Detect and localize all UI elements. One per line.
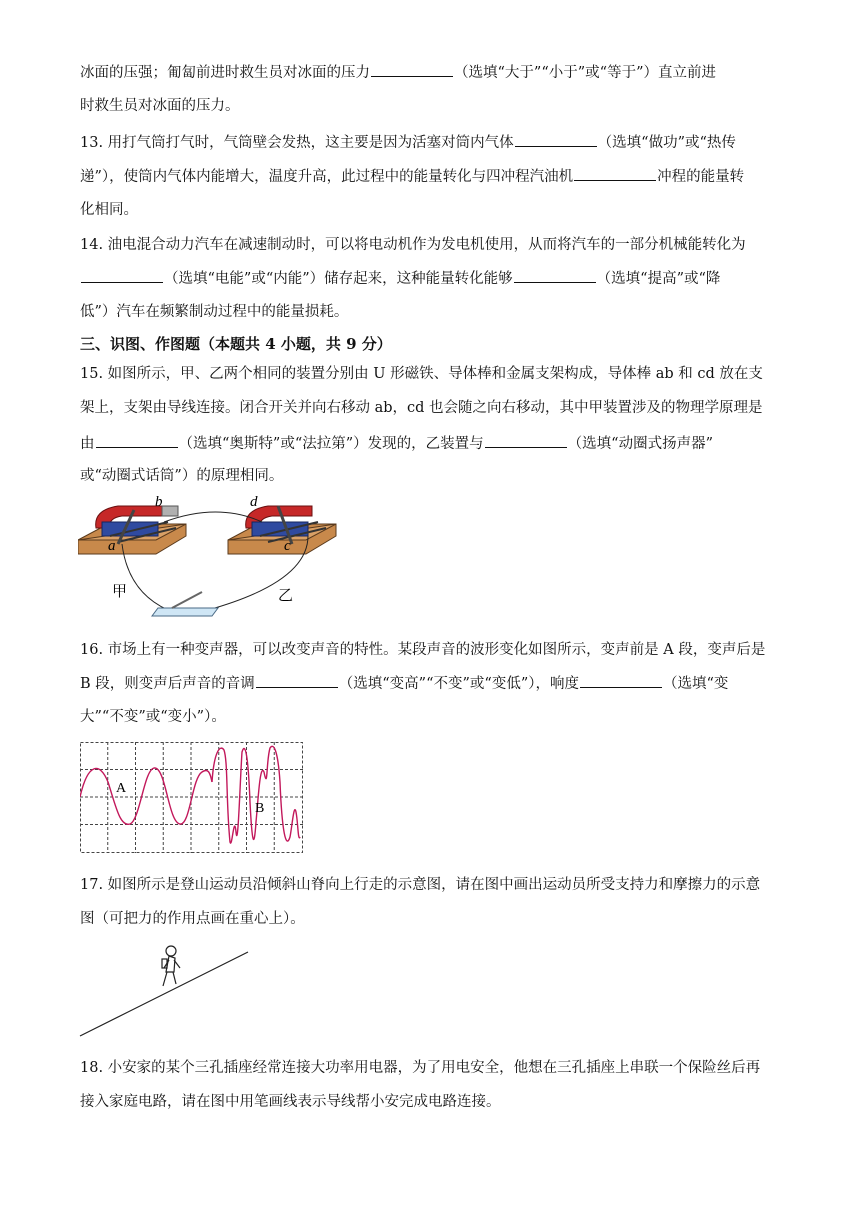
hiker-icon bbox=[162, 946, 180, 986]
q13-answer-blank-1[interactable] bbox=[515, 132, 597, 147]
label-yi: 乙 bbox=[278, 586, 294, 604]
q18-line-2: 接入家庭电路，请在图中用笔画线表示导线帮小安完成电路连接。 bbox=[80, 1094, 501, 1110]
q15-answer-blank-1[interactable] bbox=[96, 433, 178, 448]
q18-line-1: 18. 小安家的某个三孔插座经常连接大功率用电器，为了用电安全，他想在三孔插座上串联一个保险丝后再 bbox=[80, 1060, 761, 1076]
q12-answer-blank[interactable] bbox=[371, 62, 453, 77]
q16-answer-blank-2[interactable] bbox=[580, 673, 662, 688]
q15-text: 由 bbox=[80, 436, 95, 452]
q13-text: 冲程的能量转 bbox=[657, 169, 745, 185]
q14-line-2 bbox=[80, 268, 720, 289]
section-heading: 三、识图、作图题（本题共 4 小题，共 9 分） bbox=[80, 335, 392, 353]
label-B: B bbox=[255, 801, 265, 816]
q15-line-3 bbox=[80, 433, 713, 454]
q16-line-3: 大”“不变”或“变小”）。 bbox=[80, 709, 226, 725]
q16-waveform-figure bbox=[80, 742, 304, 854]
label-a: a bbox=[108, 538, 116, 554]
q15-line-2: 架上，支架由导线连接。闭合开关并向右移动 ab，cd 也会随之向右移动，其中甲装置涉及的物理学原理是 bbox=[80, 400, 763, 416]
q16-answer-blank-1[interactable] bbox=[256, 673, 338, 688]
q13-answer-blank-2[interactable] bbox=[574, 166, 656, 181]
q14-line-1: 14. 油电混合动力汽车在减速制动时，可以将电动机作为发电机使用，从而将汽车的一部分机械能转化为 bbox=[80, 237, 746, 253]
q12-line-1 bbox=[80, 62, 716, 83]
q13-text: （选填“做功”或“热传 bbox=[597, 135, 736, 151]
q16-line-1: 16. 市场上有一种变声器，可以改变声音的特性。某段声音的波形变化如图所示，变声前是 A 段，变声后是 bbox=[80, 642, 766, 658]
q14-text: （选填“电能”或“内能”）储存起来，这种能量转化能够 bbox=[164, 271, 513, 287]
q15-answer-blank-2[interactable] bbox=[485, 433, 567, 448]
q16-text: B 段，则变声后声音的音调 bbox=[80, 676, 255, 692]
q16-text: （选填“变高”“不变”或“变低”），响度 bbox=[338, 676, 579, 692]
q13-line-1 bbox=[80, 132, 736, 153]
q13-text: 13. 用打气筒打气时，气筒壁会发热，这主要是因为活塞对筒内气体 bbox=[80, 135, 514, 151]
q14-line-3: 低”）汽车在频繁制动过程中的能量损耗。 bbox=[80, 304, 349, 320]
q14-answer-blank-2[interactable] bbox=[514, 268, 596, 283]
q12-text: （选填“大于”“小于”或“等于”）直立前进 bbox=[454, 65, 716, 81]
q17-line-2: 图（可把力的作用点画在重心上）。 bbox=[80, 911, 305, 927]
q14-answer-blank-1[interactable] bbox=[81, 268, 163, 283]
q17-line-1: 17. 如图所示是登山运动员沿倾斜山脊向上行走的示意图，请在图中画出运动员所受支持力和摩擦力的示意 bbox=[80, 877, 761, 893]
label-A: A bbox=[116, 781, 127, 796]
q15-text: （选填“奥斯特”或“法拉第”）发现的，乙装置与 bbox=[178, 436, 484, 452]
q13-line-2 bbox=[80, 166, 744, 187]
q12-text: 冰面的压强；匍匐前进时救生员对冰面的压力 bbox=[80, 65, 370, 81]
q12-line-2: 时救生员对冰面的压力。 bbox=[80, 98, 240, 114]
q16-line-2 bbox=[80, 673, 728, 694]
label-b: b bbox=[155, 494, 163, 510]
q15-line-1: 15. 如图所示，甲、乙两个相同的装置分别由 U 形磁铁、导体棒和金属支架构成，导体棒 ab 和 cd 放在支 bbox=[80, 366, 763, 382]
label-jia: 甲 bbox=[112, 582, 128, 600]
q13-text: 递”），使筒内气体内能增大，温度升高，此过程中的能量转化与四冲程汽油机 bbox=[80, 169, 574, 185]
q15-line-4: 或“动圈式话筒”）的原理相同。 bbox=[80, 468, 284, 484]
q15-figure bbox=[78, 492, 348, 617]
q17-slope-figure bbox=[78, 938, 253, 1040]
q14-text: （选填“提高”或“降 bbox=[596, 271, 721, 287]
label-c: c bbox=[284, 538, 291, 554]
label-d: d bbox=[250, 494, 258, 510]
q15-text: （选填“动圈式扬声器” bbox=[567, 436, 713, 452]
q16-text: （选填“变 bbox=[663, 676, 729, 692]
q13-line-3: 化相同。 bbox=[80, 202, 138, 218]
